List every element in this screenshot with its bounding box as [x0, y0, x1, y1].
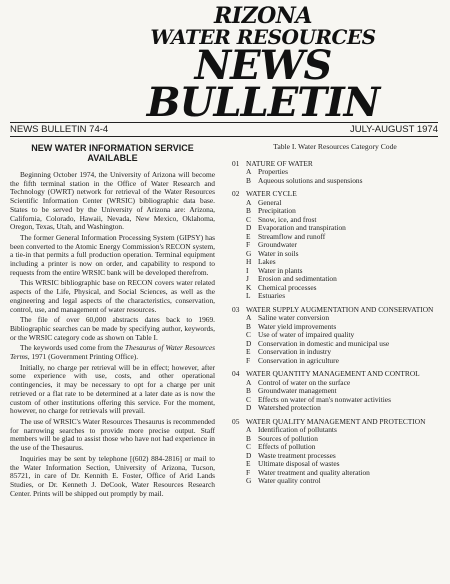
category-item-letter: A [246, 167, 252, 176]
issue-bar [10, 124, 438, 135]
thesaurus-title: Thesaurus of Water Resources Terms, [10, 343, 215, 362]
category-name: NATURE OF WATER [246, 158, 313, 168]
category-item [232, 292, 438, 301]
category-item-text: Lakes [258, 257, 276, 266]
category-block [232, 306, 438, 366]
category-item-text: Snow, ice, and frost [258, 214, 317, 224]
article-paragraph: The former General Information Processing System (GIPSY) has been converted to the Atomic Energy Commission's RECON system, a tie-in that permits a full production operation. Terminal equipment including a printer is now on order, and capability to respond to requests from the entire WRSIC bank will be developed therefrom. [10, 232, 215, 277]
masthead-line-3: NEWS [194, 42, 332, 89]
category-item-letter: I [246, 265, 249, 275]
category-item-letter: E [246, 231, 251, 241]
category-code: 01 [232, 158, 240, 168]
category-item-letter: J [246, 274, 249, 283]
category-code: 03 [232, 304, 240, 314]
category-item-letter: D [246, 223, 252, 232]
category-item-letter: F [246, 355, 251, 365]
category-item-letter: C [246, 394, 251, 404]
keywords-text-after: 1971 (Government Printing Office). [29, 352, 139, 362]
article-paragraph: Beginning October 1974, the University of Arizona will become the fifth terminal station in the Office of Water Research and Technology (OWRT) network for retrieval of the Water Resources Scientific Information Center (WRSIC) bibliographic data base. States to be served by the University of Arizona are: Arizona, California, Colorado, Hawaii, Nevada, New Mexico, Oklahoma, Oregon, Texas, Utah, and Washington. [10, 170, 215, 232]
article-paragraph: The file of over 60,000 abstracts dates back to 1969. Bibliographic searches can be made by specifying author, keywords, or the WRSIC category code as shown on Table I. [10, 315, 215, 342]
category-item-letter: H [246, 257, 252, 266]
issue-number: NEWS BULLETIN 74-4 [10, 124, 109, 135]
category-item-text: Water yield improvements [258, 321, 337, 331]
category-item-text: Use of water of impaired quality [258, 330, 355, 339]
category-item-letter: E [246, 347, 251, 356]
article-paragraph-keywords [10, 344, 215, 361]
article-headline: NEW WATER INFORMATION SERVICE AVAILABLE [31, 143, 194, 163]
category-item-letter: D [246, 450, 252, 460]
masthead-line-4: BULLETIN [146, 79, 380, 126]
keywords-text-before: The keywords used come from the [20, 343, 126, 353]
category-item [232, 404, 438, 413]
category-name: WATER QUALITY MANAGEMENT AND PROTECTION [246, 416, 426, 426]
article-paragraph: Initially, no charge per retrieval will be in effect; however, after some experience with use, costs, and other operational contingencies, it may be necessary to opt for a charge per unit retrieved or a flat rate to be determined at a later date as is now the custom of other institutions offering this service. For the moment, however, no charge for retrievals will prevail. [10, 362, 215, 416]
category-item-text: Evaporation and transpiration [258, 223, 346, 232]
category-code: 02 [232, 189, 240, 198]
category-block [232, 190, 438, 301]
category-item-text: Estuaries [258, 291, 286, 300]
category-item-letter: B [246, 433, 251, 443]
category-item-letter: D [246, 403, 252, 412]
category-item-text: Erosion and sedimentation [258, 274, 337, 283]
category-item-text: Waste treatment processes [258, 450, 336, 460]
category-item-letter: C [246, 442, 251, 451]
category-item-text: Identification of pollutants [258, 425, 337, 434]
bottom-rule [10, 136, 438, 137]
table-title: Table I. Water Resources Category Code [273, 142, 397, 151]
category-item-text: Water treatment and quality alteration [258, 467, 370, 477]
article-paragraph: This WRSIC bibliographic base on RECON covers water related aspects of the Life, Physical, and Social Sciences, as well as the engineering and legal aspects of the characteristics, conservation, control, use, and management of water resources. [10, 278, 215, 314]
category-item-letter: A [246, 313, 252, 322]
category-item-text: Sources of pollution [258, 433, 318, 443]
category-item-letter: A [246, 197, 252, 207]
category-item-text: General [258, 197, 282, 207]
category-item [232, 357, 438, 366]
article-paragraph: Inquiries may be sent by telephone [(602) 884-2816] or mail to the Water Information Section, University of Arizona, Tucson, 85721, in care of Dr. Kennith E. Foster, Office of Arid Lands Studies, or Dr. Kenneth J. DeCook, Water Resources Research Center. Prints will be shipped out promptly by mail. [10, 453, 215, 498]
article-paragraph: The use of WRSIC's Water Resources Thesaurus is recommended for narrowing searches to provide more precise output. Staff members will be glad to assist those who have not had experience in the use of the Thesaurus. [10, 416, 215, 453]
category-name: WATER CYCLE [246, 189, 297, 198]
category-item-text: Groundwater [258, 240, 297, 249]
category-item-letter: B [246, 321, 251, 331]
masthead-line-1: RIZONA [214, 3, 312, 29]
category-code: 04 [232, 369, 240, 378]
category-block [232, 370, 438, 413]
category-block [232, 160, 438, 186]
category-item-letter: A [246, 377, 252, 387]
category-item-text: Precipitation [258, 206, 296, 215]
category-item-text: Effects on water of man's nonwater activities [258, 394, 391, 404]
masthead [118, 3, 408, 126]
category-item-letter: C [246, 330, 251, 339]
category-item-text: Conservation in industry [258, 347, 332, 356]
category-item-text: Control of water on the surface [258, 377, 351, 387]
category-item-letter: E [246, 459, 251, 468]
category-item-letter: D [246, 338, 252, 348]
category-item-text: Water quality control [258, 476, 321, 485]
category-item-text: Groundwater management [258, 386, 337, 395]
category-name: WATER QUANTITY MANAGEMENT AND CONTROL [246, 369, 420, 378]
category-item-letter: A [246, 425, 252, 434]
category-item-letter: F [246, 240, 251, 249]
category-name: WATER SUPPLY AUGMENTATION AND CONSERVATION [246, 304, 434, 314]
issue-date: JULY-AUGUST 1974 [349, 124, 438, 135]
category-item-text: Water in plants [258, 265, 303, 275]
category-item-letter: B [246, 175, 251, 185]
masthead-line-2: WATER RESOURCES [150, 25, 376, 49]
top-rule [10, 122, 438, 123]
category-item [232, 177, 438, 186]
category-item-letter: B [246, 386, 251, 395]
category-item-text: Properties [258, 167, 288, 176]
category-item-text: Chemical processes [258, 282, 317, 292]
category-item-letter: G [246, 476, 252, 485]
category-code: 05 [232, 416, 240, 426]
category-item-letter: F [246, 467, 251, 477]
category-item-text: Streamflow and runoff [258, 231, 326, 241]
category-block [232, 418, 438, 486]
category-item-letter: C [246, 214, 251, 224]
category-item-letter: G [246, 248, 252, 258]
category-item-letter: K [246, 282, 252, 292]
article [10, 143, 215, 500]
category-item-text: Watershed protection [258, 403, 321, 412]
category-item-letter: L [246, 291, 251, 300]
category-item-text: Ultimate disposal of wastes [258, 459, 340, 468]
category-item-text: Conservation in agriculture [258, 355, 339, 365]
category-item [232, 477, 438, 486]
category-item-text: Saline water conversion [258, 313, 330, 322]
category-item-letter: B [246, 206, 251, 215]
category-item-text: Water in soils [258, 248, 299, 258]
category-list [232, 160, 438, 486]
category-item-text: Effects of pollution [258, 442, 316, 451]
category-item-text: Aqueous solutions and suspensions [258, 175, 363, 185]
category-item-text: Conservation in domestic and municipal use [258, 338, 390, 348]
category-code-table [232, 143, 438, 491]
